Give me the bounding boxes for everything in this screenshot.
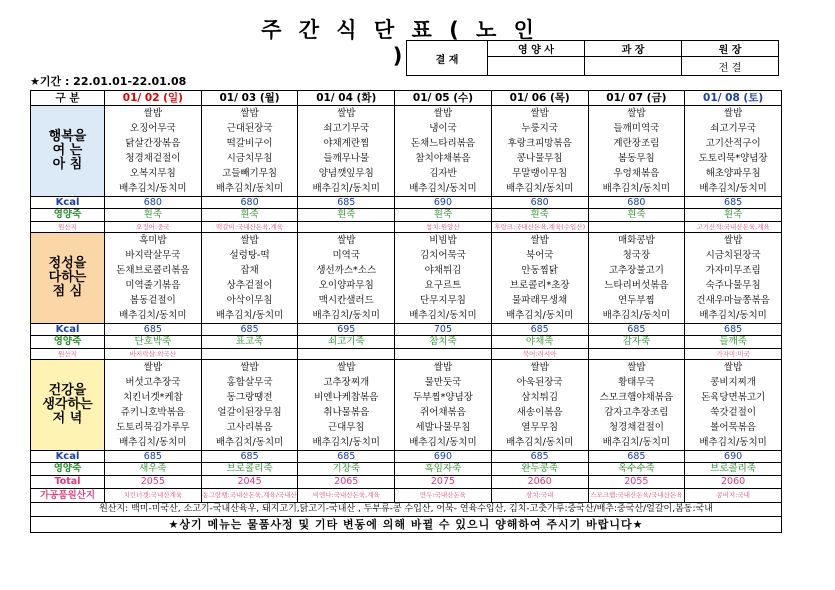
kcal-value: 705 [395,324,492,336]
menu-item: 배추김치/동치미 [685,181,782,197]
page-title: 주 간 식 단 표 ( 노 인 ) [261,18,539,68]
menu-item: 상추겉절이 [201,278,298,293]
menu-item: 숙주나물무침 [685,278,782,293]
menu-item: 쌀밥 [201,106,298,122]
menu-item: 안동찜닭 [491,263,588,278]
origin-value: 북어:러시아 [491,349,588,360]
kcal-value: 690 [395,197,492,209]
total-value: 2060 [685,476,782,489]
menu-item: 고들빼기무침 [201,166,298,181]
menu-item: 바지락살무국 [105,248,202,263]
origin-value [588,349,685,360]
porridge-value: 흰죽 [201,209,298,222]
menu-item: 누룽지국 [491,121,588,136]
menu-item: 새송이볶음 [491,405,588,420]
total-value: 2055 [588,476,685,489]
kcal-row [31,451,782,463]
kcal-value: 685 [588,324,685,336]
menu-item: 쌀밥 [685,106,782,122]
menu-row [31,308,782,324]
menu-item: 후랑크피망볶음 [491,136,588,151]
menu-item: 근대무침 [298,420,395,435]
total-label: Total [31,476,105,489]
menu-item: 배추김치/동치미 [588,181,685,197]
processed-origin-value: 스모크햄:국내산돈육/국내산돈육 [588,489,685,503]
menu-item: 버섯고추장국 [105,375,202,390]
menu-item: 배추김치/동치미 [201,308,298,324]
menu-row [31,151,782,166]
total-value: 2065 [298,476,395,489]
menu-item: 배추김치/동치미 [588,435,685,451]
porridge-value: 흰죽 [298,209,395,222]
menu-item: 아욱된장국 [491,375,588,390]
menu-item: 치킨너겟*케찹 [105,390,202,405]
porridge-value: 옥수수죽 [588,463,685,476]
footer-origin-row [31,503,782,517]
menu-item: 오이양파무침 [298,278,395,293]
menu-item: 청경채겉절이 [588,420,685,435]
menu-item: 쥬키니호박볶음 [105,405,202,420]
menu-item: 돈채브로콜리볶음 [105,263,202,278]
menu-item: 취나물볶음 [298,405,395,420]
menu-item: 봄동겉절이 [105,293,202,308]
kcal-label: Kcal [31,451,105,463]
header-label: 구 분 [31,91,105,106]
menu-item: 배추김치/동치미 [201,435,298,451]
menu-item: 쇠고기무국 [298,121,395,136]
menu-item: 삼치튀김 [491,390,588,405]
origin-row [31,349,782,360]
meal-name-2 [31,233,105,324]
menu-item: 냉이국 [395,121,492,136]
origin-value: 후랑크:국내산돈육,계육(수입산) [491,222,588,233]
footer-notice-row [31,517,782,533]
processed-origin-value: 치킨너겟:국내산계육 [105,489,202,503]
porridge-label: 영양죽 [31,209,105,222]
origin-footnote: 원산지: 백미-미국산, 소고기-국내산육우, 돼지고기,닭고기-국내산 , 두부류-콩 수입산, 어묵- 연육수입산, 김치-고춧가루:중국산/배추:중국산/얼갈이,봄동:국내 [31,503,782,517]
kcal-value: 680 [201,197,298,209]
menu-row [31,360,782,376]
kcal-value: 685 [491,324,588,336]
menu-item: 야채계란찜 [298,136,395,151]
notice-text: ★상기 메뉴는 물품사정 및 기타 변동에 의해 바뀔 수 있으니 양해하여 주시기 바랍니다★ [31,517,782,533]
menu-item: 잡채 [201,263,298,278]
menu-item: 시금치무침 [201,151,298,166]
porridge-value: 표고죽 [201,336,298,349]
total-value: 2045 [201,476,298,489]
menu-item: 콩나물무침 [491,151,588,166]
origin-value [298,222,395,233]
kcal-value: 690 [395,451,492,463]
processed-origin-value: 동그랑땡:국내산돈육,계육/국내산 [201,489,298,503]
processed-origin-value: 만두:국내산돈육 [395,489,492,503]
meal-name-3 [31,360,105,451]
approval-sign-dietitian [488,57,585,76]
menu-item: 북어국 [491,248,588,263]
menu-item: 쌀밥 [491,360,588,376]
menu-item: 오복지무침 [105,166,202,181]
menu-row [31,106,782,122]
menu-item: 단무지무침 [395,293,492,308]
menu-item: 돈육당면볶고기 [685,390,782,405]
menu-item: 배추김치/동치미 [395,181,492,197]
menu-row [31,405,782,420]
origin-row [31,222,782,233]
origin-label: 원산지 [31,349,105,360]
menu-row [31,375,782,390]
approval-box [406,40,779,76]
menu-item: 양념깻잎무침 [298,166,395,181]
porridge-value: 흰죽 [105,209,202,222]
menu-row [31,293,782,308]
menu-row [31,278,782,293]
kcal-value: 685 [298,451,395,463]
menu-item: 볼어묵볶음 [685,420,782,435]
kcal-row [31,324,782,336]
total-row [31,476,782,489]
porridge-value: 흑임자죽 [395,463,492,476]
approval-role-dietitian: 영 양 사 [488,41,585,57]
day-header: 01/ 05 (수) [395,91,492,106]
menu-item: 세발나물무침 [395,420,492,435]
kcal-value: 680 [105,197,202,209]
processed-origin-value: 비엔나:국내산돈육,계육 [298,489,395,503]
menu-item: 요구르트 [395,278,492,293]
porridge-value: 흰죽 [491,209,588,222]
menu-item: 두부찜*양념장 [395,390,492,405]
day-header: 01/ 07 (금) [588,91,685,106]
menu-item: 배추김치/동치미 [201,181,298,197]
porridge-value: 쇠고기죽 [298,336,395,349]
total-value: 2075 [395,476,492,489]
menu-item: 배추김치/동치미 [685,308,782,324]
kcal-value: 685 [298,197,395,209]
porridge-label: 영양죽 [31,336,105,349]
menu-item: 무말랭이무침 [491,166,588,181]
menu-item: 쌀밥 [685,233,782,249]
menu-item: 쌀밥 [298,233,395,249]
menu-item: 쌀밥 [201,233,298,249]
menu-item: 들깨미역국 [588,121,685,136]
menu-item: 배추김치/동치미 [105,435,202,451]
porridge-value: 기장죽 [298,463,395,476]
menu-item: 쌀밥 [105,106,202,122]
menu-item: 떡갈비구이 [201,136,298,151]
menu-item: 고추장불고기 [588,263,685,278]
menu-item: 쌀밥 [395,106,492,122]
day-header: 01/ 06 (목) [491,91,588,106]
menu-row [31,435,782,451]
menu-item: 맥시칸샐러드 [298,293,395,308]
kcal-value: 685 [201,324,298,336]
kcal-value: 685 [201,451,298,463]
menu-row [31,390,782,405]
weekly-menu-table [30,90,782,533]
menu-row [31,181,782,197]
menu-item: 쌀밥 [491,106,588,122]
menu-item: 참치야채볶음 [395,151,492,166]
menu-row [31,233,782,249]
porridge-value: 참치죽 [395,336,492,349]
menu-item: 아삭이무침 [201,293,298,308]
origin-label: 원산지 [31,222,105,233]
porridge-value: 새우죽 [105,463,202,476]
menu-item: 배추김치/동치미 [298,435,395,451]
origin-value: 참치:원양산 [395,222,492,233]
kcal-value: 680 [588,197,685,209]
porridge-value: 감자죽 [588,336,685,349]
menu-item: 생선까스*소스 [298,263,395,278]
porridge-value: 흰죽 [588,209,685,222]
menu-item: 쇠고기무국 [685,121,782,136]
porridge-value: 흰죽 [395,209,492,222]
porridge-value: 브로콜리죽 [201,463,298,476]
kcal-label: Kcal [31,324,105,336]
menu-item: 근대된장국 [201,121,298,136]
menu-item: 미역국 [298,248,395,263]
menu-item: 쌀밥 [685,360,782,376]
menu-item: 쌀밥 [298,360,395,376]
menu-row [31,263,782,278]
menu-item: 배추김치/동치미 [588,308,685,324]
kcal-value: 685 [105,324,202,336]
kcal-value: 685 [588,451,685,463]
menu-item: 비빔밥 [395,233,492,249]
approval-role-director: 원 장 [682,41,779,57]
header-row [31,91,782,106]
menu-item: 가자미무조림 [685,263,782,278]
menu-item: 해초양파무침 [685,166,782,181]
origin-value: 바지락살:외국산 [105,349,202,360]
approval-label: 결 재 [407,41,488,76]
processed-origin-value: 삼치:국내 [491,489,588,503]
origin-value: 가자미:미국 [685,349,782,360]
menu-item: 연두부찜 [588,293,685,308]
meal-name-text: 건강을 생각하는 저 녁 [42,383,93,426]
kcal-value: 685 [685,324,782,336]
menu-period: ★기간 : 22.01.01-22.01.08 [30,75,187,88]
approval-sign-director: 전 결 [682,57,779,76]
approval-role-manager: 과 장 [585,41,682,57]
menu-item: 감자고추장조림 [588,405,685,420]
menu-item: 열무무침 [491,420,588,435]
menu-item: 쌀밥 [588,360,685,376]
menu-item: 쌀밥 [491,233,588,249]
menu-item: 미역줄기볶음 [105,278,202,293]
porridge-value: 단호박죽 [105,336,202,349]
origin-value: 떡갈비:국내산돈육,계육 [201,222,298,233]
menu-row [31,248,782,263]
menu-item: 고기산적구이 [685,136,782,151]
kcal-value: 695 [298,324,395,336]
menu-item: 매화콩밥 [588,233,685,249]
menu-item: 배추김치/동치미 [105,308,202,324]
kcal-value: 685 [491,451,588,463]
porridge-label: 영양죽 [31,463,105,476]
day-header: 01/ 03 (월) [201,91,298,106]
menu-item: 청경채겉절이 [105,151,202,166]
menu-row [31,121,782,136]
menu-row [31,166,782,181]
menu-item: 배추김치/동치미 [395,435,492,451]
kcal-value: 685 [685,197,782,209]
menu-item: 닭살간장볶음 [105,136,202,151]
processed-origin-row [31,489,782,503]
menu-item: 오징어무국 [105,121,202,136]
menu-item: 배추김치/동치미 [491,435,588,451]
menu-item: 비엔나케찹볶음 [298,390,395,405]
meal-name-1 [31,106,105,197]
menu-item: 건새우마늘쫑볶음 [685,293,782,308]
menu-item: 콩비지찌개 [685,375,782,390]
menu-item: 스모크햄야채볶음 [588,390,685,405]
origin-value [201,349,298,360]
day-header: 01/ 08 (토) [685,91,782,106]
menu-item: 쌀밥 [105,360,202,376]
menu-item: 고추장찌개 [298,375,395,390]
processed-origin-value: 콩비지:국내 [685,489,782,503]
day-header: 01/ 02 (일) [105,91,202,106]
menu-item: 황태무국 [588,375,685,390]
menu-row [31,136,782,151]
porridge-value: 완두콩죽 [491,463,588,476]
menu-item: 물만둣국 [395,375,492,390]
origin-value [395,349,492,360]
total-value: 2060 [491,476,588,489]
menu-item: 동그랑땡전 [201,390,298,405]
menu-item: 쑥갓겉절이 [685,405,782,420]
menu-item: 고사리볶음 [201,420,298,435]
menu-item: 느타리버섯볶음 [588,278,685,293]
porridge-row [31,463,782,476]
menu-item: 들깨무나물 [298,151,395,166]
menu-item: 배추김치/동치미 [298,181,395,197]
porridge-value: 브로콜리죽 [685,463,782,476]
meal-name-text: 정성을 다하는 점 심 [48,256,87,299]
menu-item: 배추김치/동치미 [491,308,588,324]
menu-item: 배추김치/동치미 [395,308,492,324]
origin-value [298,349,395,360]
menu-item: 김자반 [395,166,492,181]
menu-item: 야채튀김 [395,263,492,278]
porridge-value: 들깨죽 [685,336,782,349]
menu-item: 쌀밥 [201,360,298,376]
porridge-row [31,336,782,349]
porridge-value: 흰죽 [685,209,782,222]
kcal-label: Kcal [31,197,105,209]
origin-value: 오징어:중국 [105,222,202,233]
menu-item: 설렁탕-떡 [201,248,298,263]
menu-item: 얼갈이된장무침 [201,405,298,420]
menu-item: 김치어묵국 [395,248,492,263]
menu-item: 쥐어채볶음 [395,405,492,420]
kcal-row [31,197,782,209]
porridge-value: 야채죽 [491,336,588,349]
menu-item: 쌀밥 [298,106,395,122]
menu-item: 돈채느타리볶음 [395,136,492,151]
menu-item: 배추김치/동치미 [298,308,395,324]
meal-name-text: 행복을 여 는 아 침 [48,129,87,172]
menu-item: 브로콜리*초장 [491,278,588,293]
menu-item: 계란장조림 [588,136,685,151]
menu-item: 시금치된장국 [685,248,782,263]
menu-item: 흑미밥 [105,233,202,249]
origin-value [588,222,685,233]
menu-item: 홍합살무국 [201,375,298,390]
porridge-row [31,209,782,222]
menu-item: 배추김치/동치미 [685,435,782,451]
processed-origin-label: 가공품원산지 [31,489,105,503]
menu-item: 배추김치/동치미 [105,181,202,197]
menu-item: 쌀밥 [395,360,492,376]
kcal-value: 690 [685,451,782,463]
menu-item: 청국장 [588,248,685,263]
menu-item: 배추김치/동치미 [491,181,588,197]
menu-item: 쌀밥 [588,106,685,122]
menu-item: 우엉채볶음 [588,166,685,181]
total-value: 2055 [105,476,202,489]
menu-item: 도토리묵김가루무 [105,420,202,435]
approval-sign-manager [585,57,682,76]
menu-row [31,420,782,435]
origin-value: 고기산적:국내산돈육,계육 [685,222,782,233]
menu-item: 봄동무침 [588,151,685,166]
kcal-value: 685 [105,451,202,463]
day-header: 01/ 04 (화) [298,91,395,106]
kcal-value: 680 [491,197,588,209]
menu-item: 물파래무생채 [491,293,588,308]
menu-item: 도토리묵*양념장 [685,151,782,166]
